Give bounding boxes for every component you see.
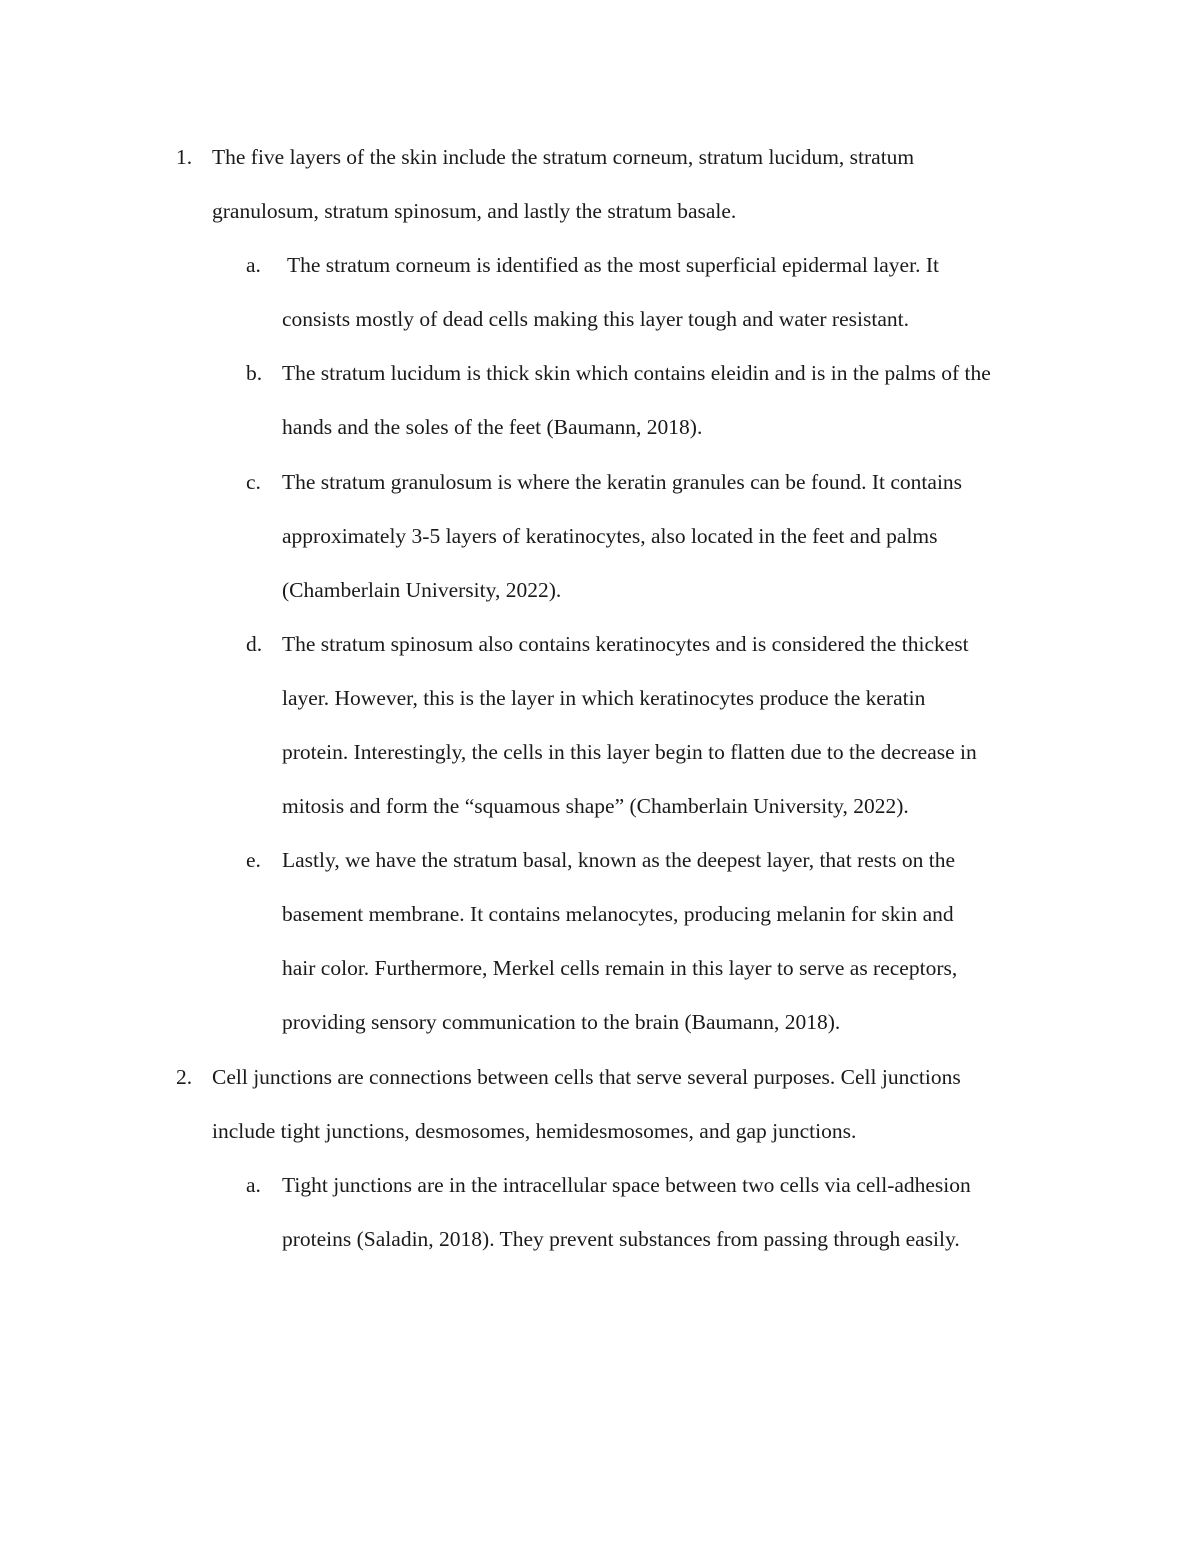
item-1e-line-3: hair color. Furthermore, Merkel cells remain in this layer to serve as receptors, (282, 956, 958, 980)
item-2a-line-1: Tight junctions are in the intracellular space between two cells via cell-adhesion (282, 1173, 971, 1197)
item-1e-line-4: providing sensory communication to the brain (Baumann, 2018). (282, 1010, 841, 1034)
list-marker-1a: a. (246, 253, 261, 277)
item-1e-line-2: basement membrane. It contains melanocytes, producing melanin for skin and (282, 902, 954, 926)
list-marker-1e: e. (246, 848, 261, 872)
list-marker-1d: d. (246, 632, 263, 656)
item-1d-line-2: layer. However, this is the layer in which keratinocytes produce the keratin (282, 686, 926, 710)
item-1d-line-4: mitosis and form the “squamous shape” (Chamberlain University, 2022). (282, 794, 909, 818)
list-marker-2: 2. (176, 1065, 193, 1089)
item-2-line-2: include tight junctions, desmosomes, hemidesmosomes, and gap junctions. (212, 1119, 857, 1143)
item-1b-line-1: The stratum lucidum is thick skin which contains eleidin and is in the palms of the (282, 361, 991, 385)
list-marker-1: 1. (176, 145, 193, 169)
item-1a-line-1: The stratum corneum is identified as the most superficial epidermal layer. It (282, 253, 939, 277)
item-1c-line-1: The stratum granulosum is where the keratin granules can be found. It contains (282, 470, 963, 494)
item-2-line-1: Cell junctions are connections between cells that serve several purposes. Cell junctions (212, 1065, 961, 1089)
item-1e-line-1: Lastly, we have the stratum basal, known as the deepest layer, that rests on the (282, 848, 955, 872)
list-marker-2a: a. (246, 1173, 261, 1197)
item-2a-line-2: proteins (Saladin, 2018). They prevent substances from passing through easily. (282, 1227, 960, 1251)
item-1d-line-1: The stratum spinosum also contains keratinocytes and is considered the thickest (282, 632, 969, 656)
item-1-line-2: granulosum, stratum spinosum, and lastly the stratum basale. (212, 199, 737, 223)
item-1c-line-3: (Chamberlain University, 2022). (282, 578, 562, 602)
list-marker-1c: c. (246, 470, 261, 494)
item-1-line-1: The five layers of the skin include the stratum corneum, stratum lucidum, stratum (212, 145, 915, 169)
item-1d-line-3: protein. Interestingly, the cells in this layer begin to flatten due to the decrease in (282, 740, 977, 764)
list-marker-1b: b. (246, 361, 263, 385)
item-1c-line-2: approximately 3-5 layers of keratinocytes, also located in the feet and palms (282, 524, 938, 548)
item-1a-line-2: consists mostly of dead cells making this layer tough and water resistant. (282, 307, 909, 331)
item-1b-line-2: hands and the soles of the feet (Baumann, 2018). (282, 415, 703, 439)
